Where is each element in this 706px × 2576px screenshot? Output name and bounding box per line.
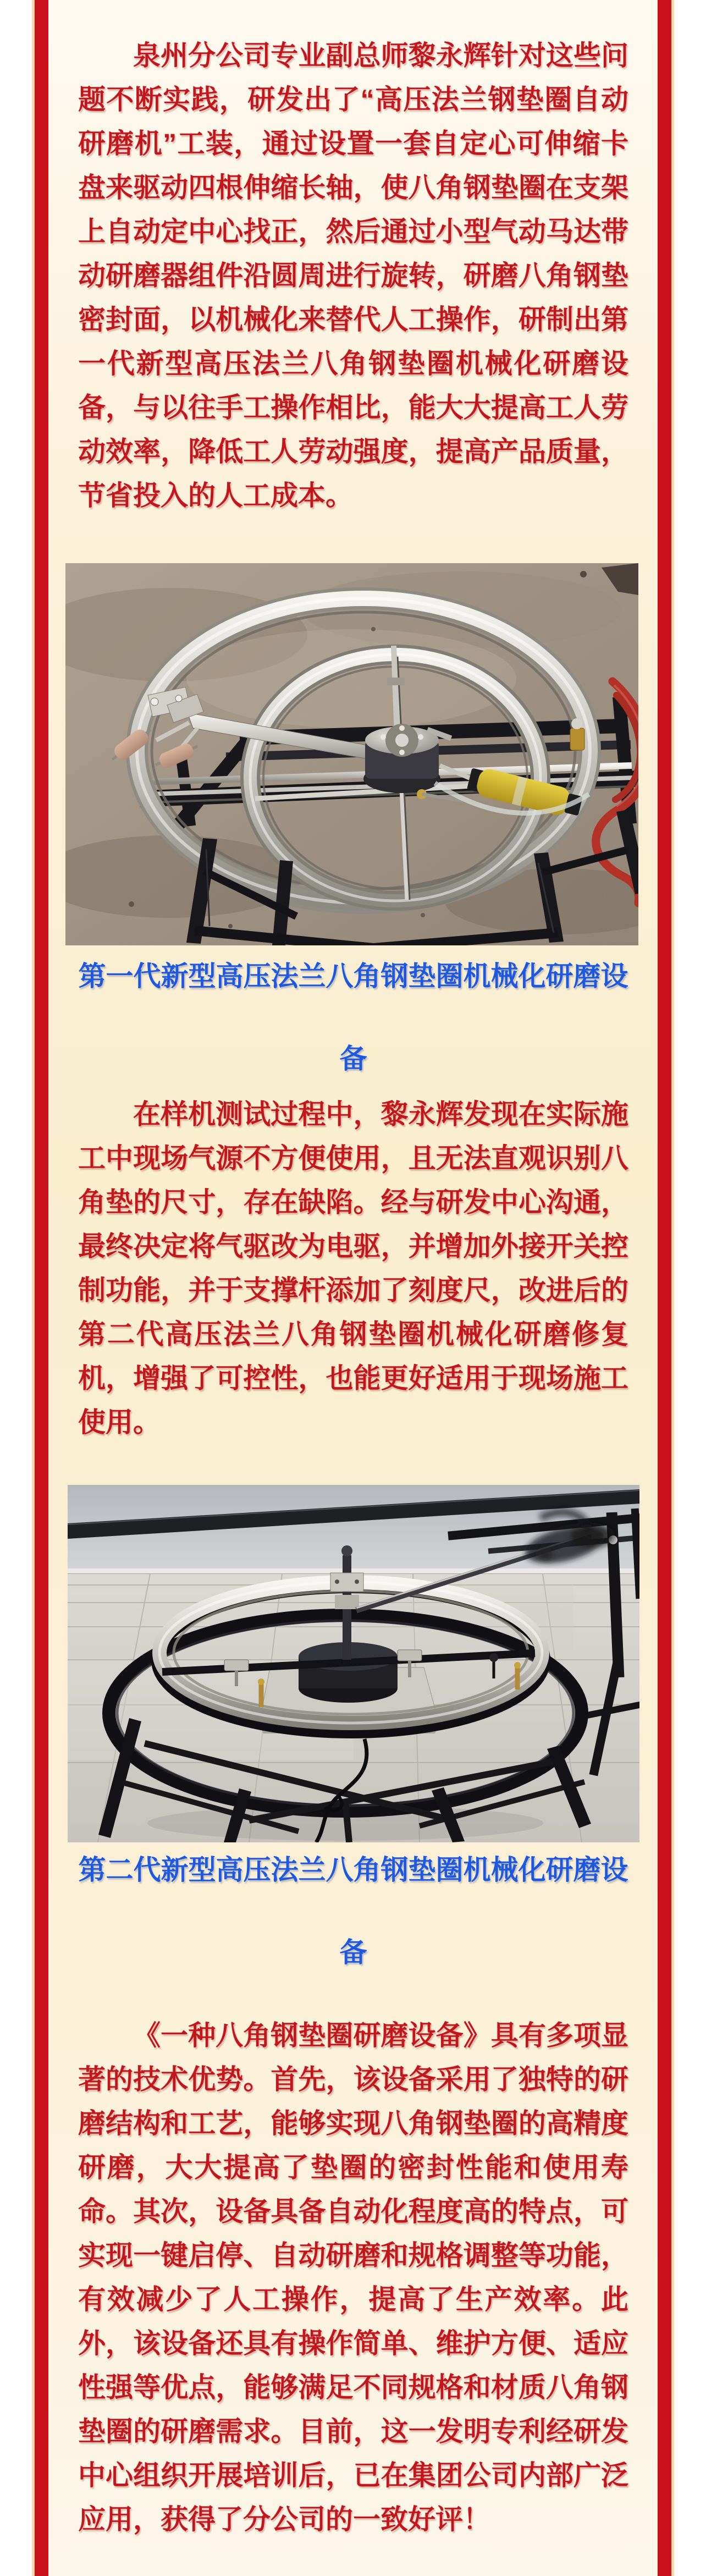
left-red-border: [35, 0, 48, 2576]
photo-first-generation-machine[interactable]: [65, 563, 638, 945]
paragraph-3: 《一种八角钢垫圈研磨设备》具有多项显著的技术优势。首先，该设备采用了独特的研磨结构和工艺，能够实现八角钢垫圈的高精度研磨，大大提高了垫圈的密封性能和使用寿命。其次，设备具备自动化程度高的特点，可实现一键启停、自动研磨和规格调整等功能，有效减少了人工操作，提高了生产效率。此外，该设备还具有操作简单、维护方便、适应性强等优点，能够满足不同规格和材质八角钢垫圈的研磨需求。目前，这一发明专利经研发中心组织开展培训后，已在集团公司内部广泛应用，获得了分公司的一致好评！: [78, 2020, 628, 2535]
paragraph-2: 在样机测试过程中，黎永辉发现在实际施工中现场气源不方便使用，且无法直观识别八角垫的尺寸，存在缺陷。经与研发中心沟通，最终决定将气驱改为电驱，并增加外接开关控制功能，并于支撑杆添加了刻度尺，改进后的第二代高压法兰八角钢垫圈机械化研磨修复机，增强了可控性，也能更好适用于现场施工使用。: [78, 1099, 628, 1438]
photo-1-caption: 第一代新型高压法兰八角钢垫圈机械化研磨设备: [78, 961, 628, 1074]
right-tan-divider: [671, 0, 674, 2576]
photo-second-generation-machine[interactable]: [68, 1485, 639, 1842]
photo-2-caption: 第二代新型高压法兰八角钢垫圈机械化研磨设备: [78, 1854, 628, 1968]
article-content: [48, 0, 658, 2576]
paragraph-1: 泉州分公司专业副总师黎永辉针对这些问题不断实践，研发出了“高压法兰钢垫圈自动研磨机”工装，通过设置一套自定心可伸缩卡盘来驱动四根伸缩长轴，使八角钢垫圈在支架上自动定中心找正，然后通过小型气动马达带动研磨器组件沿圆周进行旋转，研磨八角钢垫密封面，以机械化来替代人工操作，研制出第一代新型高压法兰八角钢垫圈机械化研磨设备，与以往手工操作相比，能大大提高工人劳动效率，降低工人劳动强度，提高产品质量，节省投入的人工成本。: [78, 40, 628, 511]
right-red-border: [658, 0, 671, 2576]
